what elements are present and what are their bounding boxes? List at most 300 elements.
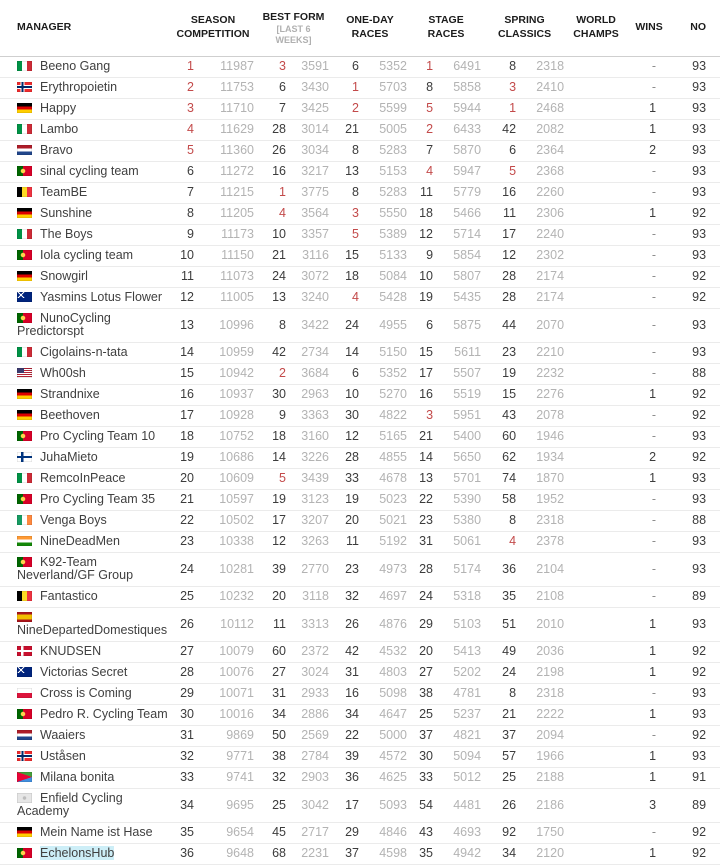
manager-name[interactable]: Wh00sh — [40, 366, 86, 380]
one-day-rank: 32 — [331, 587, 359, 608]
dk-flag-icon — [17, 646, 32, 656]
manager-name[interactable]: Waaiers — [40, 728, 86, 742]
stage-rank: 13 — [409, 469, 433, 490]
spring-classics-rank: 51 — [483, 608, 516, 642]
spring-classics-points: 2222 — [516, 705, 566, 726]
table-row — [0, 406, 720, 427]
spring-classics-rank: 44 — [483, 309, 516, 343]
season-rank: 13 — [170, 309, 194, 343]
manager-name[interactable]: Sunshine — [40, 206, 93, 220]
stage-rank: 12 — [409, 225, 433, 246]
world-champs-cell — [566, 246, 626, 267]
one-day-points: 4678 — [359, 469, 409, 490]
best-form-points: 3116 — [286, 246, 331, 267]
stage-rank: 23 — [409, 511, 433, 532]
one-day-rank: 29 — [331, 823, 359, 844]
de-flag-icon — [17, 410, 32, 420]
manager-name[interactable]: Bravo — [40, 143, 73, 157]
world-champs-cell — [566, 427, 626, 448]
one-day-rank: 8 — [331, 183, 359, 204]
stage-rank: 27 — [409, 663, 433, 684]
best-form-rank: 32 — [256, 768, 286, 789]
no-cell: 93 — [672, 532, 720, 553]
one-day-points: 4803 — [359, 663, 409, 684]
er-flag-icon — [17, 772, 32, 782]
table-row — [0, 183, 720, 204]
manager-name[interactable]: Milana bonita — [40, 770, 115, 784]
wins-cell: 1 — [626, 608, 672, 642]
pt-flag-icon — [17, 494, 32, 504]
best-form-points: 2569 — [286, 726, 331, 747]
manager-name[interactable]: Enfield Cycling Academy — [17, 791, 123, 818]
one-day-rank: 31 — [331, 663, 359, 684]
col-header-stage-races — [409, 0, 483, 57]
wins-cell: - — [626, 490, 672, 511]
stage-points: 5466 — [433, 204, 483, 225]
one-day-points: 5352 — [359, 57, 409, 78]
manager-name[interactable]: The Boys — [40, 227, 93, 241]
season-points: 11710 — [194, 99, 256, 120]
one-day-points: 4973 — [359, 553, 409, 587]
col-header-world-champs — [566, 0, 626, 57]
best-form-points: 3591 — [286, 57, 331, 78]
stage-points: 6491 — [433, 57, 483, 78]
it-flag-icon — [17, 61, 32, 71]
stage-points: 5413 — [433, 642, 483, 663]
pt-flag-icon — [17, 709, 32, 719]
spring-classics-points: 1952 — [516, 490, 566, 511]
one-day-rank: 37 — [331, 844, 359, 865]
no-cell: 93 — [672, 490, 720, 511]
table-row — [0, 288, 720, 309]
best-form-rank: 17 — [256, 511, 286, 532]
wins-cell: 1 — [626, 705, 672, 726]
stage-points: 5094 — [433, 747, 483, 768]
season-rank: 15 — [170, 364, 194, 385]
spring-classics-rank: 34 — [483, 844, 516, 865]
one-day-points: 5283 — [359, 183, 409, 204]
manager-name[interactable]: Uståsen — [40, 749, 86, 763]
spring-classics-rank: 92 — [483, 823, 516, 844]
stage-rank: 37 — [409, 726, 433, 747]
stage-points: 5380 — [433, 511, 483, 532]
manager-name[interactable]: Victorias Secret — [40, 665, 128, 679]
manager-cell — [0, 246, 170, 267]
season-points: 10686 — [194, 448, 256, 469]
no-cell: 93 — [672, 78, 720, 99]
manager-name[interactable]: TeamBE — [40, 185, 88, 199]
season-points: 9869 — [194, 726, 256, 747]
manager-cell — [0, 663, 170, 684]
manager-name[interactable]: Beethoven — [40, 408, 100, 422]
no-cell: 88 — [672, 511, 720, 532]
manager-name[interactable]: Pedro R. Cycling Team — [40, 707, 168, 721]
one-day-points: 5703 — [359, 78, 409, 99]
wins-cell: - — [626, 406, 672, 427]
stage-points: 5507 — [433, 364, 483, 385]
best-form-points: 3684 — [286, 364, 331, 385]
be-flag-icon — [17, 591, 32, 601]
world-champs-cell — [566, 141, 626, 162]
wins-cell: - — [626, 162, 672, 183]
season-rank: 27 — [170, 642, 194, 663]
stage-rank: 9 — [409, 246, 433, 267]
best-form-points: 2933 — [286, 684, 331, 705]
manager-cell — [0, 120, 170, 141]
wins-cell: 2 — [626, 448, 672, 469]
one-day-rank: 6 — [331, 57, 359, 78]
manager-cell — [0, 587, 170, 608]
table-row — [0, 267, 720, 288]
manager-name[interactable]: Fantastico — [40, 589, 98, 603]
season-rank: 12 — [170, 288, 194, 309]
best-form-rank: 60 — [256, 642, 286, 663]
wins-cell: - — [626, 364, 672, 385]
season-points: 9654 — [194, 823, 256, 844]
season-rank: 10 — [170, 246, 194, 267]
manager-cell — [0, 511, 170, 532]
one-day-rank: 19 — [331, 490, 359, 511]
stage-rank: 11 — [409, 183, 433, 204]
manager-name[interactable]: Cigolains-n-tata — [40, 345, 128, 359]
spring-classics-rank: 58 — [483, 490, 516, 511]
manager-name[interactable]: Pro Cycling Team 10 — [40, 429, 156, 443]
one-day-points: 5352 — [359, 364, 409, 385]
manager-name[interactable]: Venga Boys — [40, 513, 107, 527]
one-day-rank: 17 — [331, 789, 359, 823]
stage-rank: 28 — [409, 553, 433, 587]
wins-cell: - — [626, 587, 672, 608]
no-cell: 93 — [672, 553, 720, 587]
stage-rank: 30 — [409, 747, 433, 768]
spring-classics-points: 2188 — [516, 768, 566, 789]
manager-name[interactable]: Strandnixe — [40, 387, 100, 401]
world-champs-cell — [566, 364, 626, 385]
stage-rank: 54 — [409, 789, 433, 823]
manager-cell — [0, 427, 170, 448]
wins-cell: - — [626, 427, 672, 448]
stage-rank: 29 — [409, 608, 433, 642]
wins-cell: 1 — [626, 768, 672, 789]
wins-cell: 1 — [626, 663, 672, 684]
table-row — [0, 705, 720, 726]
manager-name[interactable]: Snowgirl — [40, 269, 88, 283]
stage-rank: 5 — [409, 99, 433, 120]
manager-cell — [0, 183, 170, 204]
manager-name[interactable]: Yasmins Lotus Flower — [40, 290, 163, 304]
season-points: 11005 — [194, 288, 256, 309]
world-champs-cell — [566, 532, 626, 553]
pl-flag-icon — [17, 688, 32, 698]
manager-name[interactable]: Cross is Coming — [40, 686, 132, 700]
season-rank: 1 — [170, 57, 194, 78]
spring-classics-points: 2174 — [516, 288, 566, 309]
col-header-best-form-sublabel: [LAST 6 WEEKS] — [275, 24, 312, 45]
season-rank: 36 — [170, 844, 194, 865]
no-cell: 93 — [672, 427, 720, 448]
season-points: 10502 — [194, 511, 256, 532]
spring-classics-rank: 57 — [483, 747, 516, 768]
pt-flag-icon — [17, 431, 32, 441]
stage-points: 6433 — [433, 120, 483, 141]
stage-rank: 19 — [409, 288, 433, 309]
one-day-rank: 11 — [331, 532, 359, 553]
stage-rank: 4 — [409, 162, 433, 183]
manager-cell — [0, 406, 170, 427]
table-row — [0, 120, 720, 141]
best-form-rank: 30 — [256, 385, 286, 406]
no-cell: 89 — [672, 789, 720, 823]
best-form-rank: 3 — [256, 57, 286, 78]
stage-points: 5400 — [433, 427, 483, 448]
stage-rank: 43 — [409, 823, 433, 844]
spring-classics-points: 2070 — [516, 309, 566, 343]
in-flag-icon — [17, 536, 32, 546]
season-points: 9648 — [194, 844, 256, 865]
wins-cell: - — [626, 511, 672, 532]
stage-points: 5779 — [433, 183, 483, 204]
col-header-manager: MANAGER — [0, 0, 170, 57]
best-form-points: 3313 — [286, 608, 331, 642]
best-form-rank: 27 — [256, 663, 286, 684]
one-day-points: 5150 — [359, 343, 409, 364]
stage-points: 4693 — [433, 823, 483, 844]
one-day-rank: 42 — [331, 642, 359, 663]
manager-name[interactable]: Pro Cycling Team 35 — [40, 492, 156, 506]
best-form-points: 3042 — [286, 789, 331, 823]
one-day-points: 4598 — [359, 844, 409, 865]
no-cell: 92 — [672, 267, 720, 288]
wins-cell: - — [626, 309, 672, 343]
season-rank: 33 — [170, 768, 194, 789]
stage-rank: 10 — [409, 267, 433, 288]
best-form-points: 3014 — [286, 120, 331, 141]
de-flag-icon — [17, 389, 32, 399]
season-rank: 2 — [170, 78, 194, 99]
season-rank: 5 — [170, 141, 194, 162]
manager-name[interactable]: Happy — [40, 101, 77, 115]
best-form-rank: 14 — [256, 448, 286, 469]
manager-cell — [0, 768, 170, 789]
manager-name[interactable]: NineDeadMen — [40, 534, 120, 548]
stage-rank: 33 — [409, 768, 433, 789]
world-champs-cell — [566, 343, 626, 364]
stage-points: 5807 — [433, 267, 483, 288]
spring-classics-points: 2302 — [516, 246, 566, 267]
manager-name[interactable]: K92-Team Neverland/GF Group — [17, 555, 134, 582]
one-day-rank: 33 — [331, 469, 359, 490]
stage-points: 4481 — [433, 789, 483, 823]
manager-name[interactable]: NineDepartedDomestiques — [17, 623, 168, 637]
pt-flag-icon — [17, 166, 32, 176]
best-form-rank: 11 — [256, 608, 286, 642]
one-day-rank: 12 — [331, 427, 359, 448]
one-day-rank: 23 — [331, 553, 359, 587]
spring-classics-points: 2108 — [516, 587, 566, 608]
col-header-season-label: SEASON COMPETITION — [176, 14, 250, 40]
world-champs-cell — [566, 309, 626, 343]
best-form-rank: 31 — [256, 684, 286, 705]
manager-cell — [0, 225, 170, 246]
best-form-points: 3439 — [286, 469, 331, 490]
no-cell: 92 — [672, 406, 720, 427]
stage-points: 4942 — [433, 844, 483, 865]
wins-cell: 1 — [626, 99, 672, 120]
spring-classics-points: 2240 — [516, 225, 566, 246]
manager-cell — [0, 726, 170, 747]
spring-classics-rank: 42 — [483, 120, 516, 141]
col-header-best-form-label: BEST FORM — [262, 10, 325, 23]
wins-cell: - — [626, 553, 672, 587]
stage-points: 5650 — [433, 448, 483, 469]
manager-name[interactable]: Iola cycling team — [40, 248, 134, 262]
de-flag-icon — [17, 208, 32, 218]
best-form-rank: 20 — [256, 587, 286, 608]
season-rank: 8 — [170, 204, 194, 225]
best-form-rank: 45 — [256, 823, 286, 844]
table-row — [0, 427, 720, 448]
season-points: 9695 — [194, 789, 256, 823]
season-rank: 17 — [170, 406, 194, 427]
spring-classics-points: 1946 — [516, 427, 566, 448]
manager-name[interactable]: Mein Name ist Hase — [40, 825, 153, 839]
spring-classics-rank: 16 — [483, 183, 516, 204]
world-champs-cell — [566, 162, 626, 183]
one-day-rank: 26 — [331, 608, 359, 642]
season-points: 10016 — [194, 705, 256, 726]
season-rank: 20 — [170, 469, 194, 490]
best-form-rank: 50 — [256, 726, 286, 747]
manager-cell — [0, 747, 170, 768]
world-champs-cell — [566, 789, 626, 823]
wins-cell: - — [626, 57, 672, 78]
season-rank: 16 — [170, 385, 194, 406]
spring-classics-points: 2364 — [516, 141, 566, 162]
season-points: 11272 — [194, 162, 256, 183]
world-champs-cell — [566, 553, 626, 587]
season-rank: 14 — [170, 343, 194, 364]
it-flag-icon — [17, 229, 32, 239]
no-cell: 93 — [672, 747, 720, 768]
manager-name[interactable]: sinal cycling team — [40, 164, 139, 178]
best-form-points: 3160 — [286, 427, 331, 448]
pt-flag-icon — [17, 848, 32, 858]
it-flag-icon — [17, 124, 32, 134]
no-cell: 93 — [672, 120, 720, 141]
manager-name[interactable]: JuhaMieto — [40, 450, 98, 464]
stage-points: 5012 — [433, 768, 483, 789]
one-day-rank: 20 — [331, 511, 359, 532]
stage-points: 5858 — [433, 78, 483, 99]
spring-classics-points: 2318 — [516, 511, 566, 532]
best-form-points: 2372 — [286, 642, 331, 663]
manager-name[interactable]: Lambo — [40, 122, 79, 136]
manager-name[interactable]: NunoCycling Predictorspt — [17, 311, 111, 338]
spring-classics-points: 2198 — [516, 663, 566, 684]
season-rank: 3 — [170, 99, 194, 120]
de-flag-icon — [17, 271, 32, 281]
stage-points: 5947 — [433, 162, 483, 183]
one-day-points: 5023 — [359, 490, 409, 511]
world-champs-cell — [566, 823, 626, 844]
manager-cell — [0, 532, 170, 553]
season-rank: 11 — [170, 267, 194, 288]
best-form-rank: 7 — [256, 99, 286, 120]
spring-classics-rank: 5 — [483, 162, 516, 183]
spring-classics-rank: 11 — [483, 204, 516, 225]
no-cell: 93 — [672, 225, 720, 246]
best-form-points: 3564 — [286, 204, 331, 225]
best-form-points: 3123 — [286, 490, 331, 511]
best-form-rank: 19 — [256, 490, 286, 511]
table-row — [0, 490, 720, 511]
manager-cell — [0, 343, 170, 364]
manager-cell — [0, 162, 170, 183]
best-form-points: 2886 — [286, 705, 331, 726]
manager-cell — [0, 705, 170, 726]
season-rank: 34 — [170, 789, 194, 823]
manager-name[interactable]: RemcoInPeace — [40, 471, 126, 485]
one-day-points: 4625 — [359, 768, 409, 789]
stage-rank: 25 — [409, 705, 433, 726]
manager-cell — [0, 553, 170, 587]
stage-rank: 20 — [409, 642, 433, 663]
best-form-rank: 12 — [256, 532, 286, 553]
one-day-rank: 22 — [331, 726, 359, 747]
one-day-rank: 34 — [331, 705, 359, 726]
table-row — [0, 448, 720, 469]
manager-name[interactable]: KNUDSEN — [40, 644, 102, 658]
best-form-rank: 1 — [256, 183, 286, 204]
best-form-points: 2231 — [286, 844, 331, 865]
table-row — [0, 608, 720, 642]
one-day-rank: 13 — [331, 162, 359, 183]
best-form-points: 3072 — [286, 267, 331, 288]
table-row — [0, 768, 720, 789]
manager-cell — [0, 78, 170, 99]
one-day-rank: 21 — [331, 120, 359, 141]
season-points: 11987 — [194, 57, 256, 78]
no-cell: 93 — [672, 469, 720, 490]
stage-rank: 31 — [409, 532, 433, 553]
season-rank: 30 — [170, 705, 194, 726]
col-header-spring-label: SPRING CLASSICS — [497, 14, 552, 40]
one-day-rank: 2 — [331, 99, 359, 120]
table-row — [0, 57, 720, 78]
best-form-rank: 16 — [256, 162, 286, 183]
one-day-points: 5165 — [359, 427, 409, 448]
wins-cell: 1 — [626, 642, 672, 663]
best-form-points: 3775 — [286, 183, 331, 204]
spring-classics-rank: 8 — [483, 684, 516, 705]
spring-classics-rank: 62 — [483, 448, 516, 469]
us-flag-icon — [17, 368, 32, 378]
spring-classics-points: 2174 — [516, 267, 566, 288]
best-form-points: 3240 — [286, 288, 331, 309]
one-day-points: 5098 — [359, 684, 409, 705]
col-header-one-day-label: ONE-DAY RACES — [346, 14, 394, 40]
manager-name[interactable]: Beeno Gang — [40, 59, 111, 73]
spring-classics-rank: 21 — [483, 705, 516, 726]
season-rank: 18 — [170, 427, 194, 448]
stage-points: 5390 — [433, 490, 483, 511]
manager-name[interactable]: EchelonsHub — [40, 846, 115, 860]
best-form-rank: 24 — [256, 267, 286, 288]
manager-name[interactable]: Erythropoietin — [40, 80, 118, 94]
world-champs-cell — [566, 705, 626, 726]
it-flag-icon — [17, 347, 32, 357]
season-points: 10076 — [194, 663, 256, 684]
